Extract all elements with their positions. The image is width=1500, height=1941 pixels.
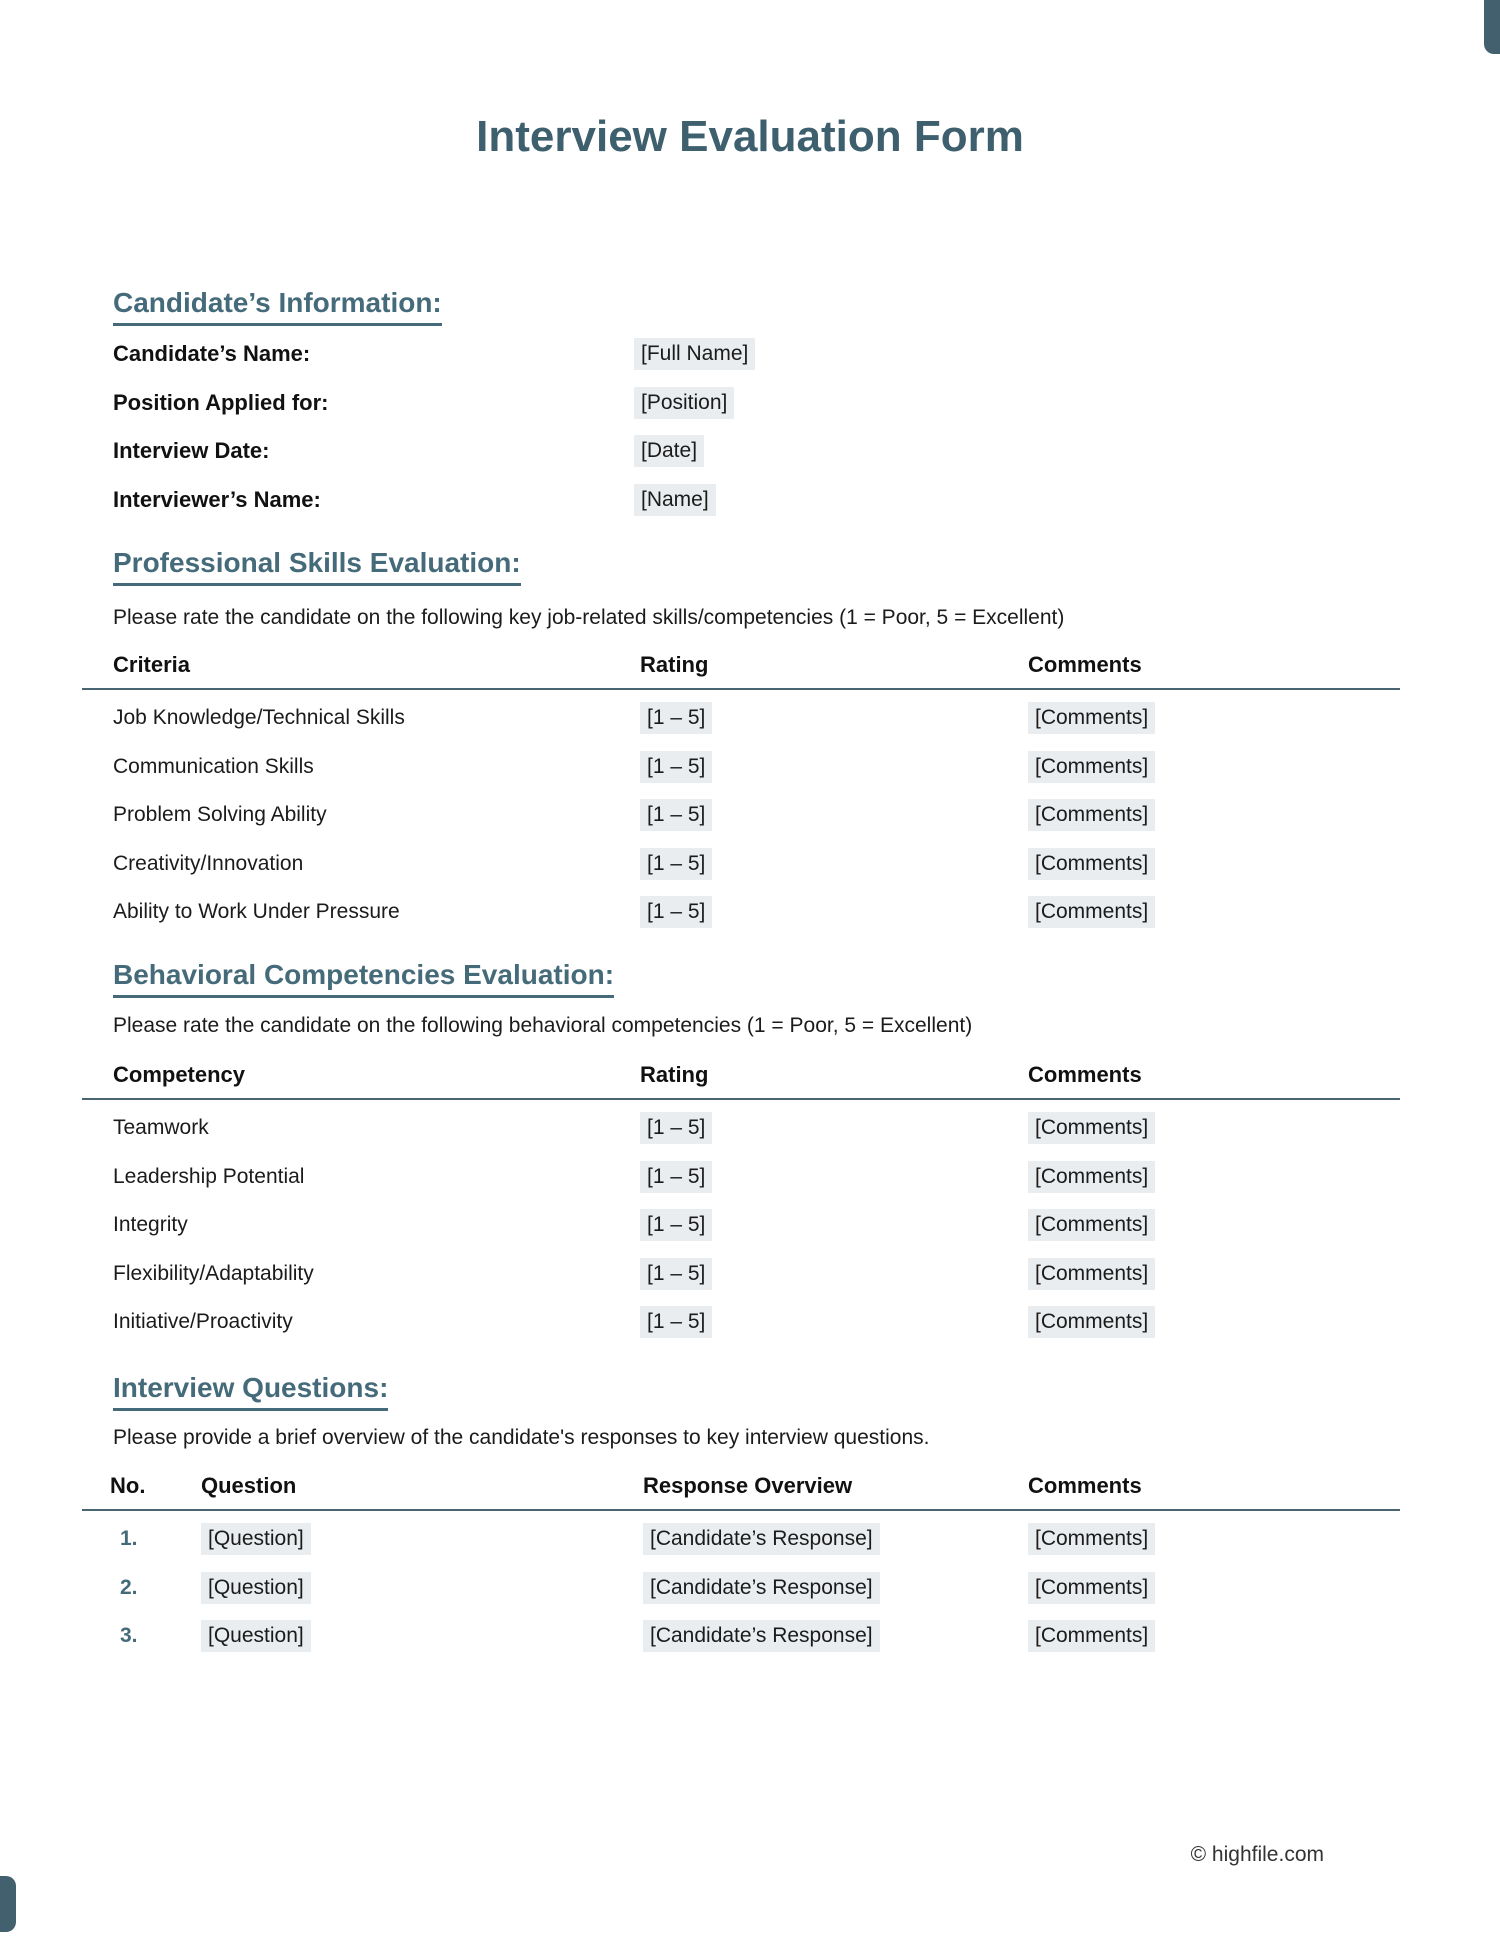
rating-field[interactable]: [1 – 5] bbox=[640, 1258, 712, 1290]
comments-field[interactable]: [Comments] bbox=[1028, 1620, 1155, 1652]
interview-date-field[interactable]: [Date] bbox=[634, 435, 704, 467]
rating-field[interactable]: [1 – 5] bbox=[640, 1209, 712, 1241]
competency-cell: Flexibility/Adaptability bbox=[113, 1261, 314, 1285]
rating-field[interactable]: [1 – 5] bbox=[640, 702, 712, 734]
field-label-interviewer-name: Interviewer’s Name: bbox=[113, 486, 321, 512]
info-row bbox=[113, 330, 755, 379]
section-heading-behavioral: Behavioral Competencies Evaluation: bbox=[113, 958, 614, 998]
table-body bbox=[82, 690, 1400, 937]
rating-field[interactable]: [1 – 5] bbox=[640, 848, 712, 880]
criteria-cell: Problem Solving Ability bbox=[113, 803, 327, 827]
section-heading-professional-skills: Professional Skills Evaluation: bbox=[113, 546, 521, 586]
response-field[interactable]: [Candidate’s Response] bbox=[643, 1523, 880, 1555]
corner-accent-top-right bbox=[1484, 0, 1500, 54]
table-row bbox=[82, 1564, 1400, 1613]
criteria-cell: Ability to Work Under Pressure bbox=[113, 900, 400, 924]
field-label-interview-date: Interview Date: bbox=[113, 438, 270, 464]
professional-skills-table bbox=[82, 642, 1400, 937]
column-header-comments: Comments bbox=[1028, 1473, 1142, 1498]
behavioral-intro: Please rate the candidate on the following behavioral competencies (1 = Poor, 5 = Excellent) bbox=[113, 1014, 973, 1037]
competency-cell: Integrity bbox=[113, 1213, 188, 1237]
column-header-no: No. bbox=[110, 1473, 146, 1498]
info-row bbox=[113, 379, 755, 428]
table-header-row bbox=[82, 1052, 1400, 1100]
criteria-cell: Communication Skills bbox=[113, 754, 314, 778]
table-row bbox=[82, 694, 1400, 743]
candidate-info-fields bbox=[113, 330, 755, 524]
competency-cell: Initiative/Proactivity bbox=[113, 1310, 293, 1334]
question-field[interactable]: [Question] bbox=[201, 1572, 311, 1604]
questions-intro: Please provide a brief overview of the candidate's responses to key interview questions. bbox=[113, 1426, 930, 1449]
question-number: 1. bbox=[120, 1527, 138, 1551]
table-row bbox=[82, 1201, 1400, 1250]
professional-skills-intro: Please rate the candidate on the following key job-related skills/competencies (1 = Poor, 5 = Excellent) bbox=[113, 606, 1065, 629]
table-header-row bbox=[82, 642, 1400, 690]
position-field[interactable]: [Position] bbox=[634, 387, 734, 419]
column-header-rating: Rating bbox=[640, 652, 709, 677]
response-field[interactable]: [Candidate’s Response] bbox=[643, 1572, 880, 1604]
column-header-response-overview: Response Overview bbox=[643, 1473, 853, 1498]
comments-field[interactable]: [Comments] bbox=[1028, 848, 1155, 880]
table-body bbox=[82, 1100, 1400, 1347]
comments-field[interactable]: [Comments] bbox=[1028, 1209, 1155, 1241]
question-field[interactable]: [Question] bbox=[201, 1620, 311, 1652]
column-header-rating: Rating bbox=[640, 1062, 709, 1087]
comments-field[interactable]: [Comments] bbox=[1028, 1572, 1155, 1604]
questions-table bbox=[82, 1463, 1400, 1661]
comments-field[interactable]: [Comments] bbox=[1028, 1258, 1155, 1290]
info-row bbox=[113, 427, 755, 476]
table-row bbox=[82, 888, 1400, 937]
table-row bbox=[82, 1612, 1400, 1661]
column-header-criteria: Criteria bbox=[113, 652, 191, 677]
table-header-row bbox=[82, 1463, 1400, 1511]
interviewer-name-field[interactable]: [Name] bbox=[634, 484, 716, 516]
table-row bbox=[82, 1104, 1400, 1153]
comments-field[interactable]: [Comments] bbox=[1028, 1161, 1155, 1193]
column-header-question: Question bbox=[201, 1473, 297, 1498]
page-title: Interview Evaluation Form bbox=[476, 112, 1024, 161]
rating-field[interactable]: [1 – 5] bbox=[640, 896, 712, 928]
corner-accent-bottom-left bbox=[0, 1876, 16, 1932]
table-row bbox=[82, 1515, 1400, 1564]
criteria-cell: Job Knowledge/Technical Skills bbox=[113, 706, 405, 730]
rating-field[interactable]: [1 – 5] bbox=[640, 799, 712, 831]
rating-field[interactable]: [1 – 5] bbox=[640, 1161, 712, 1193]
criteria-cell: Creativity/Innovation bbox=[113, 851, 304, 875]
response-field[interactable]: [Candidate’s Response] bbox=[643, 1620, 880, 1652]
info-row bbox=[113, 476, 755, 525]
section-heading-questions: Interview Questions: bbox=[113, 1371, 388, 1411]
question-number: 3. bbox=[120, 1624, 138, 1648]
competency-cell: Leadership Potential bbox=[113, 1164, 305, 1188]
rating-field[interactable]: [1 – 5] bbox=[640, 1112, 712, 1144]
rating-field[interactable]: [1 – 5] bbox=[640, 751, 712, 783]
table-row bbox=[82, 743, 1400, 792]
field-label-candidate-name: Candidate’s Name: bbox=[113, 341, 311, 367]
table-row bbox=[82, 1250, 1400, 1299]
table-row bbox=[82, 791, 1400, 840]
question-field[interactable]: [Question] bbox=[201, 1523, 311, 1555]
column-header-comments: Comments bbox=[1028, 1062, 1142, 1087]
competency-cell: Teamwork bbox=[113, 1116, 209, 1140]
comments-field[interactable]: [Comments] bbox=[1028, 1112, 1155, 1144]
comments-field[interactable]: [Comments] bbox=[1028, 751, 1155, 783]
table-row bbox=[82, 1298, 1400, 1347]
field-label-position: Position Applied for: bbox=[113, 389, 329, 415]
table-row bbox=[82, 1153, 1400, 1202]
table-row bbox=[82, 840, 1400, 889]
behavioral-table bbox=[82, 1052, 1400, 1347]
column-header-comments: Comments bbox=[1028, 652, 1142, 677]
comments-field[interactable]: [Comments] bbox=[1028, 1523, 1155, 1555]
comments-field[interactable]: [Comments] bbox=[1028, 896, 1155, 928]
comments-field[interactable]: [Comments] bbox=[1028, 702, 1155, 734]
column-header-competency: Competency bbox=[113, 1062, 246, 1087]
copyright-footer: © highfile.com bbox=[1190, 1843, 1324, 1866]
candidate-name-field[interactable]: [Full Name] bbox=[634, 338, 755, 370]
section-heading-candidate-info: Candidate’s Information: bbox=[113, 286, 442, 326]
rating-field[interactable]: [1 – 5] bbox=[640, 1306, 712, 1338]
comments-field[interactable]: [Comments] bbox=[1028, 1306, 1155, 1338]
table-body bbox=[82, 1511, 1400, 1661]
comments-field[interactable]: [Comments] bbox=[1028, 799, 1155, 831]
question-number: 2. bbox=[120, 1575, 138, 1599]
